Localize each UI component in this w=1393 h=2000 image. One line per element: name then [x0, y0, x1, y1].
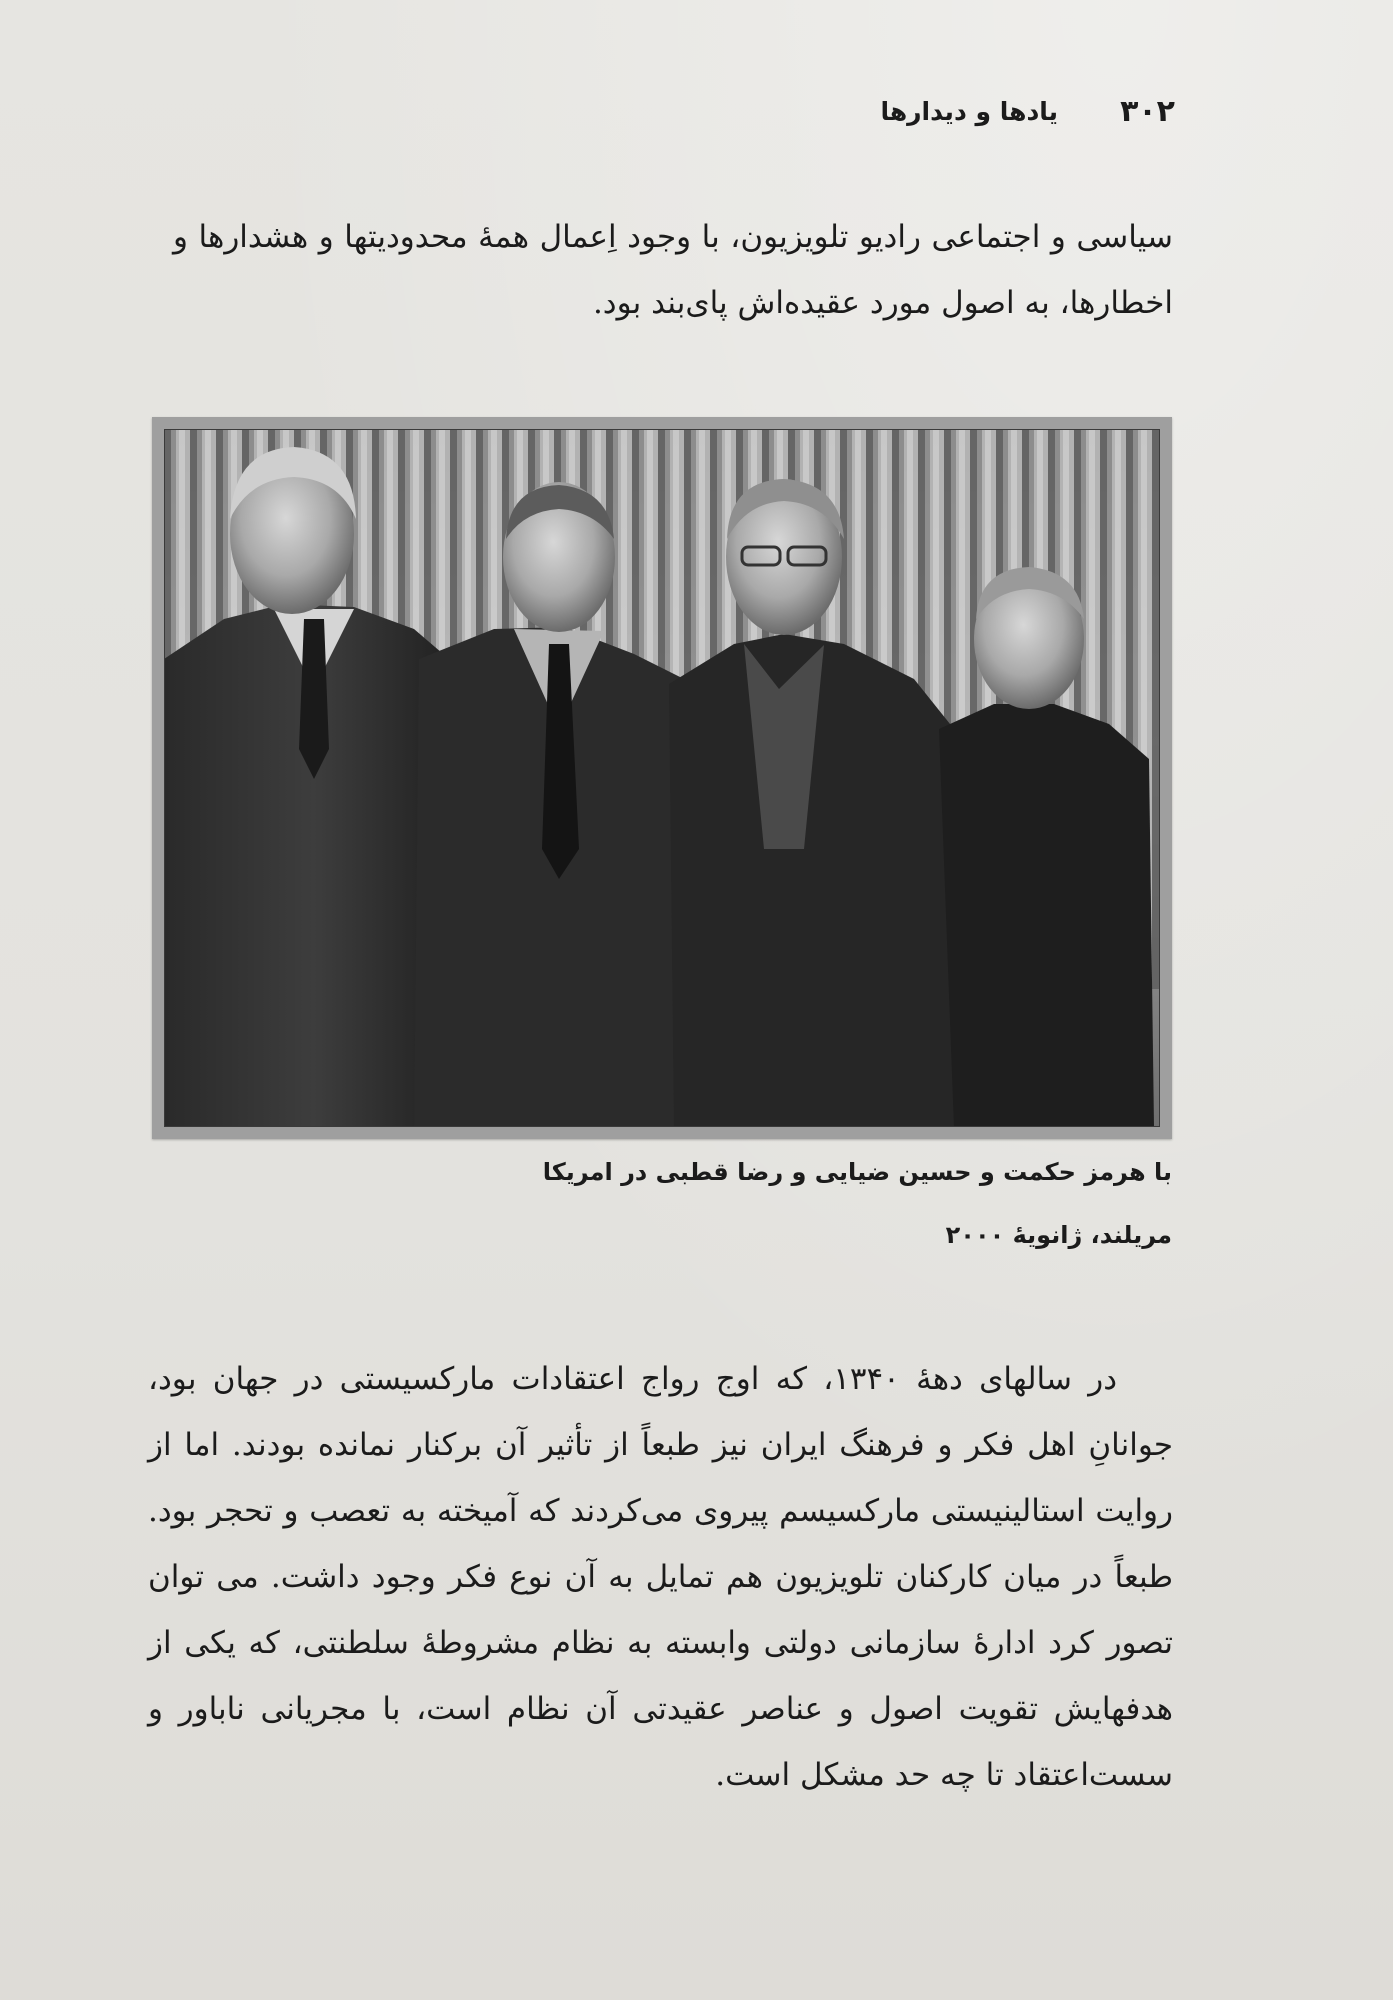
- paragraph-top: سیاسی و اجتماعی رادیو تلویزیون، با وجود اِعمال همهٔ محدودیتها و هشدارها و اخطارها، به اصول مورد عقیده‌اش پای‌بند بود.: [173, 219, 1173, 321]
- photo-frame: [152, 417, 1172, 1139]
- page-number: ۳۰۲: [1120, 93, 1175, 129]
- photo-caption-date: مریلند، ژانویهٔ ۲۰۰۰: [945, 1221, 1172, 1249]
- paragraph-bottom: در سالهای دههٔ ۱۳۴۰، که اوج رواج اعتقادات مارکسیستی در جهان بود، جوانانِ اهل فکر و فرهنگ ایران نیز طبعاً از تأثیر آن برکنار نمانده بودند. اما از روایت استالینیستی مارکسیسم پیروی می‌کردند که آمیخته به تعصب و تحجر بود. طبعاً در میان کارکنان تلویزیون هم تمایل به آن نوع فکر وجود داشت. می توان تصور کرد ادارهٔ سازمانی دولتی وابسته به نظام مشروطهٔ سلطنتی، که یکی از هدفهایش تقویت اصول و عناصر عقیدتی آن نظام است، با مجریانی ناباور و سست‌اعتقاد تا چه حد مشکل است.: [148, 1361, 1173, 1793]
- page-header: [675, 88, 1175, 134]
- photo-caption: با هرمز حکمت و حسین ضیایی و رضا قطبی در امریکا: [542, 1158, 1172, 1186]
- running-title: یادها و دیدارها: [880, 96, 1059, 126]
- group-photo: [164, 429, 1160, 1127]
